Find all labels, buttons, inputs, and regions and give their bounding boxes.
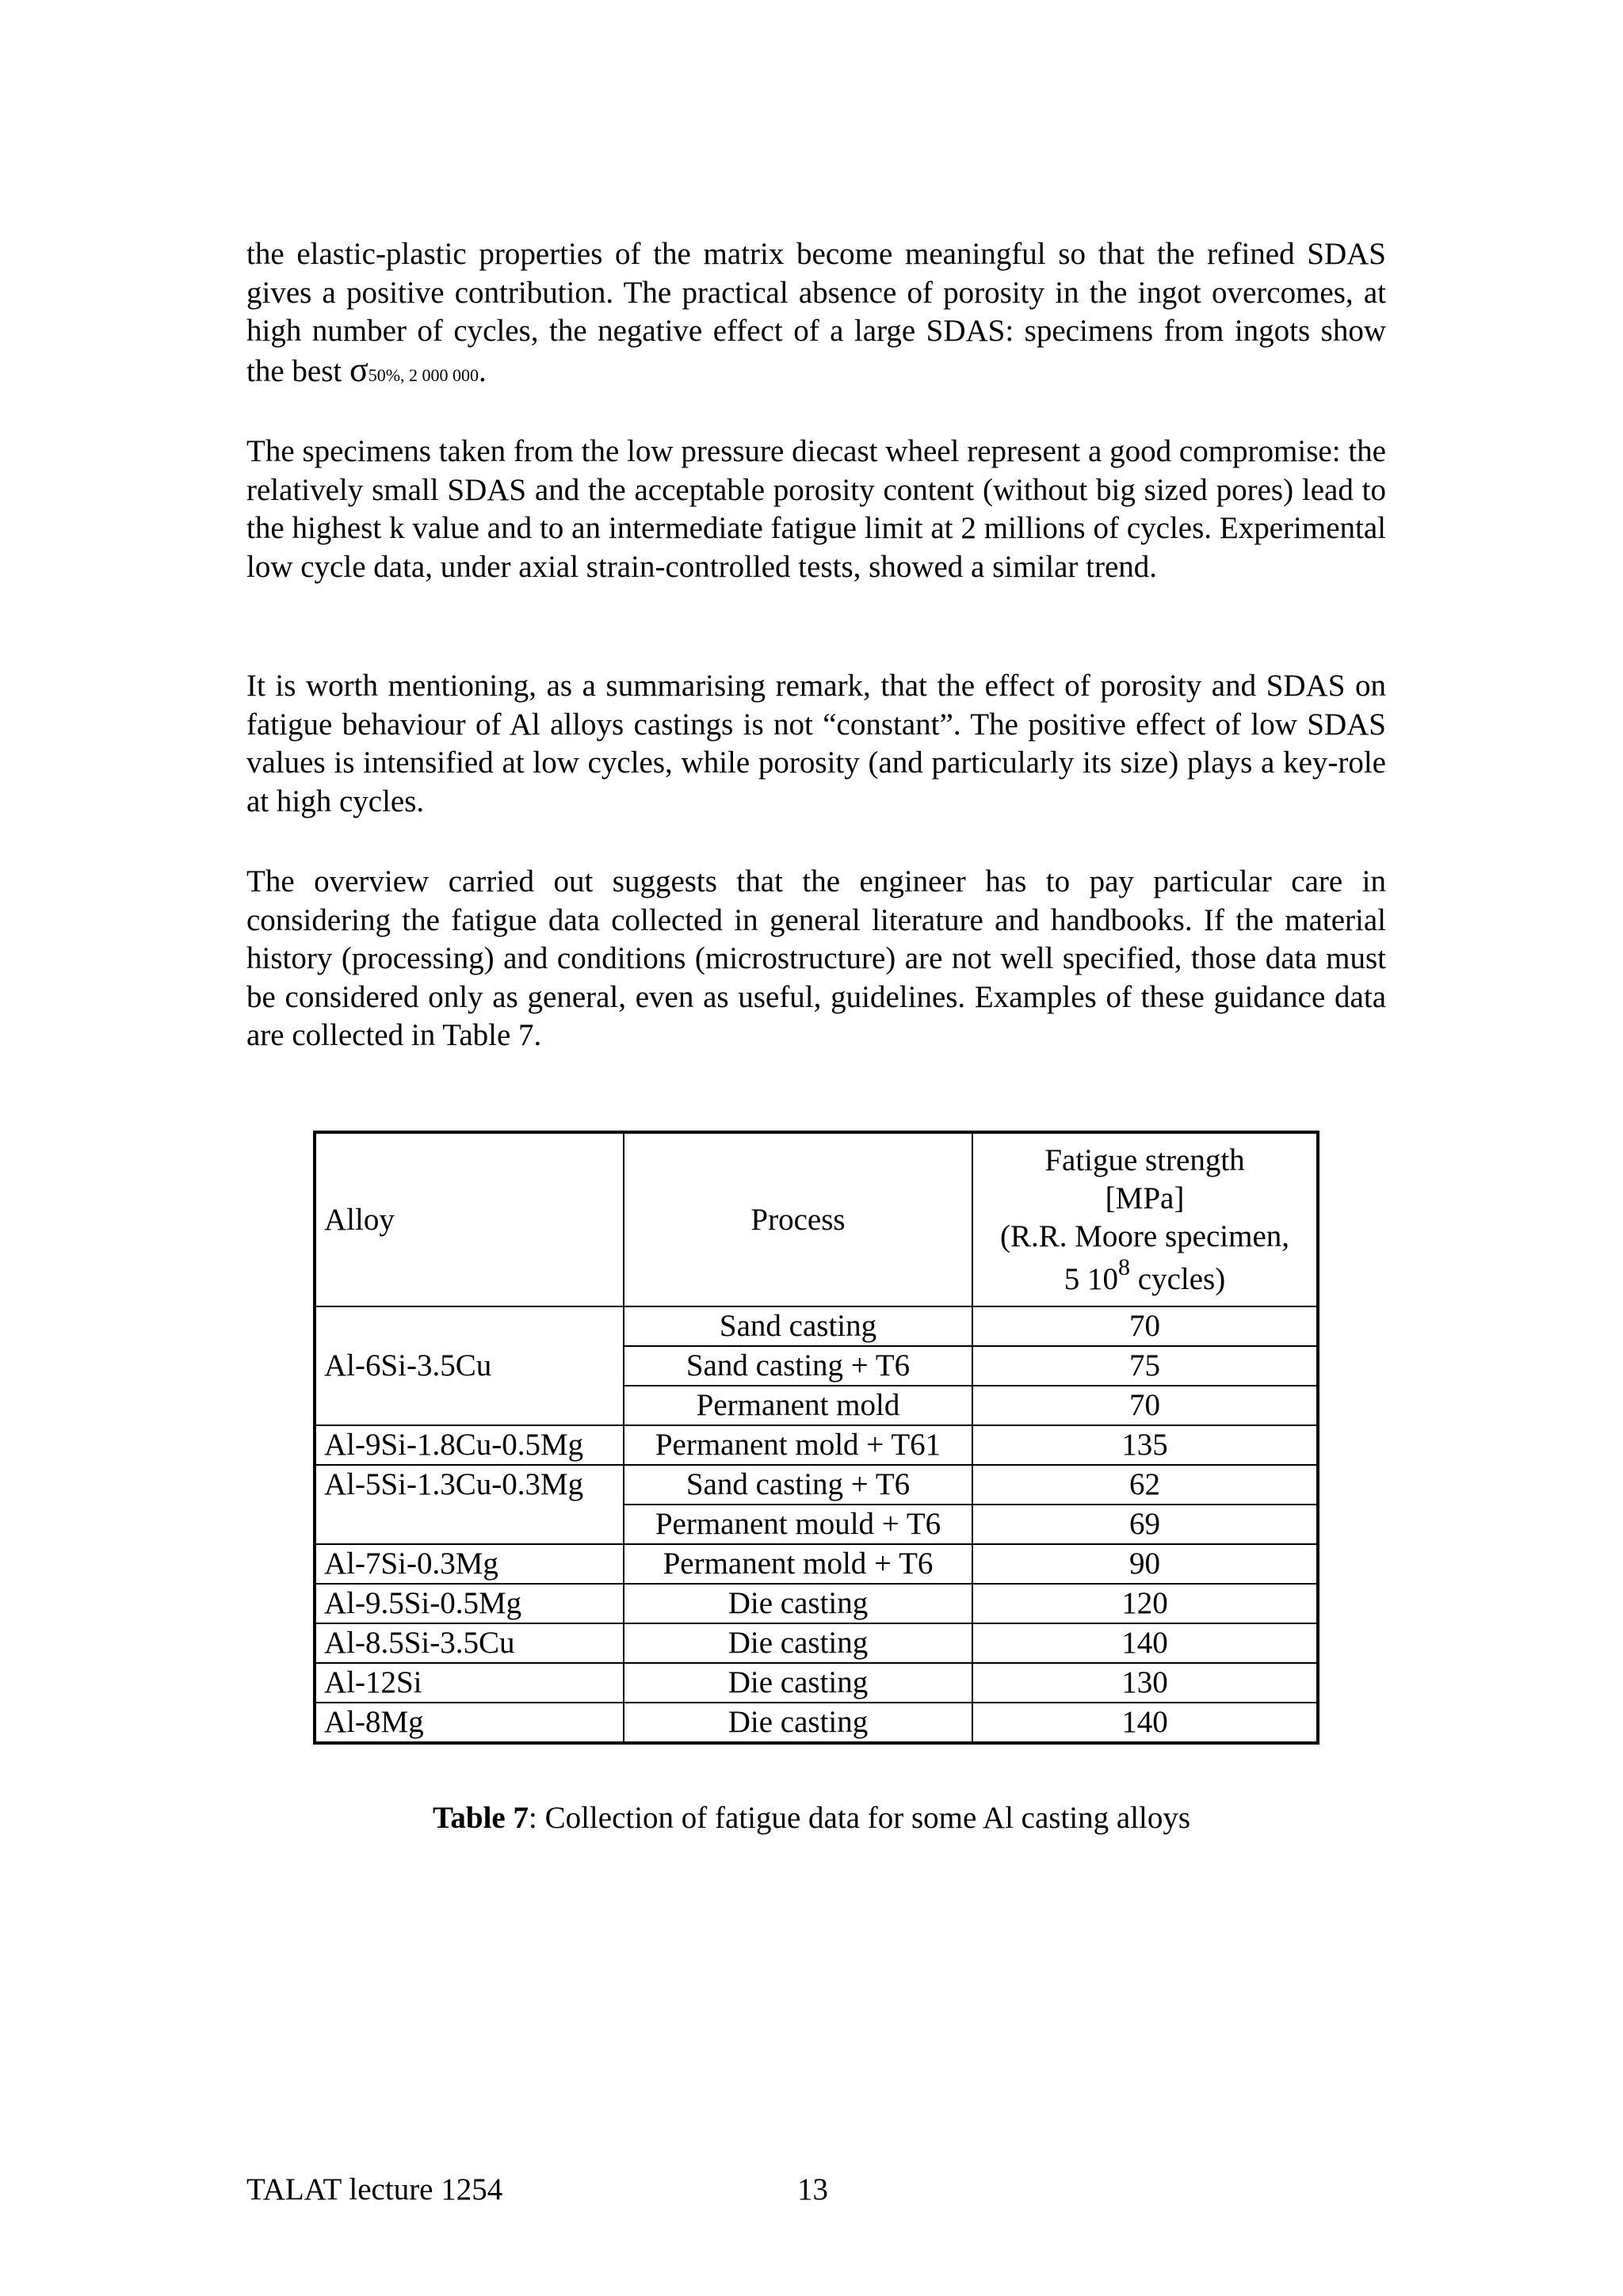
cell-process: Sand casting + T6 (624, 1346, 972, 1386)
cell-process: Permanent mould + T6 (624, 1505, 972, 1544)
header-alloy: Alloy (315, 1132, 624, 1306)
cell-fatigue: 140 (972, 1703, 1318, 1743)
cell-fatigue: 75 (972, 1346, 1318, 1386)
table-row (315, 1544, 1318, 1584)
cell-fatigue: 120 (972, 1584, 1318, 1623)
cell-process: Sand casting (624, 1306, 972, 1346)
cycles-label: cycles) (1130, 1261, 1226, 1296)
sigma-subscript: 50%, 2 000 000 (368, 364, 479, 385)
paragraph-1-end: . (479, 353, 487, 388)
paragraph-1 (246, 235, 1386, 395)
table-caption (0, 1800, 1623, 1836)
table-row (315, 1306, 1318, 1346)
sigma-symbol: σ (349, 349, 369, 389)
cycles-base: 5 10 (1064, 1261, 1119, 1296)
footer-page-number: 13 (797, 2172, 828, 2206)
paragraph-1-text: the elastic-plastic properties of the matrix become meaningful so that the refined SDAS gives a positive contribution. The practical absence of porosity in the ingot overcomes, at high number of cycles, the negative effect of a large SDAS: specimens from ingots show the best (246, 237, 1386, 388)
header-process: Process (624, 1132, 972, 1306)
table-row (315, 1663, 1318, 1703)
cell-process: Die casting (624, 1703, 972, 1743)
footer-lecture-title: TALAT lecture 1254 (246, 2172, 503, 2206)
cell-alloy: Al-9Si-1.8Cu-0.5Mg (315, 1425, 624, 1465)
table-row (315, 1465, 1318, 1505)
caption-label: Table 7 (432, 1801, 529, 1835)
cell-process: Permanent mold + T61 (624, 1425, 972, 1465)
cell-alloy: Al-6Si-3.5Cu (315, 1306, 624, 1425)
cell-alloy: Al-8Mg (315, 1703, 624, 1743)
cell-process: Die casting (624, 1584, 972, 1623)
cell-process: Die casting (624, 1663, 972, 1703)
paragraph-2: The specimens taken from the low pressure diecast wheel represent a good compromise: the relatively small SDAS and the acceptable porosity content (without big sized pores) lead to the highest k value and to an intermediate fatigue limit at 2 millions of cycles. Experimental low cycle data, under axial strain-controlled tests, showed a similar trend. (246, 434, 1386, 584)
table-header-row (315, 1132, 1318, 1306)
cell-alloy: Al-12Si (315, 1663, 624, 1703)
fatigue-data-table (313, 1131, 1319, 1745)
cell-fatigue: 135 (972, 1425, 1318, 1465)
header-fatigue-line3: (R.R. Moore specimen, (999, 1219, 1289, 1253)
caption-text: : Collection of fatigue data for some Al casting alloys (528, 1801, 1191, 1835)
header-fatigue-line2: [MPa] (1105, 1180, 1185, 1215)
cell-fatigue: 70 (972, 1386, 1318, 1425)
cell-fatigue: 140 (972, 1623, 1318, 1663)
cell-fatigue: 69 (972, 1505, 1318, 1544)
cell-alloy: Al-9.5Si-0.5Mg (315, 1584, 624, 1623)
cell-fatigue: 90 (972, 1544, 1318, 1584)
cell-alloy: Al-7Si-0.3Mg (315, 1544, 624, 1584)
table-row (315, 1584, 1318, 1623)
cell-alloy: Al-8.5Si-3.5Cu (315, 1623, 624, 1663)
cycles-exponent: 8 (1118, 1253, 1131, 1280)
cell-fatigue: 62 (972, 1465, 1318, 1505)
table-row (315, 1703, 1318, 1743)
cell-process: Die casting (624, 1623, 972, 1663)
table-row (315, 1623, 1318, 1663)
cell-process: Permanent mold (624, 1386, 972, 1425)
header-fatigue-strength (972, 1132, 1318, 1306)
paragraph-3: It is worth mentioning, as a summarising remark, that the effect of porosity and SDAS on fatigue behaviour of Al alloys castings is not “constant”. The positive effect of low SDAS values is intensified at low cycles, while porosity (and particularly its size) plays a key-role at high cycles. (246, 669, 1386, 818)
table-row (315, 1425, 1318, 1465)
cell-alloy: Al-5Si-1.3Cu-0.3Mg (315, 1465, 624, 1544)
cell-process: Permanent mold + T6 (624, 1544, 972, 1584)
header-fatigue-line4 (981, 1253, 1308, 1299)
header-fatigue-line1: Fatigue strength (1044, 1142, 1245, 1177)
paragraph-4: The overview carried out suggests that the engineer has to pay particular care in considering the fatigue data collected in general literature and handbooks. If the material history (processing) and conditions (microstructure) are not well specified, those data must be considered only as general, even as useful, guidelines. Examples of these guidance data are collected in Table 7. (246, 864, 1386, 1052)
cell-fatigue: 70 (972, 1306, 1318, 1346)
cell-fatigue: 130 (972, 1663, 1318, 1703)
cell-process: Sand casting + T6 (624, 1465, 972, 1505)
